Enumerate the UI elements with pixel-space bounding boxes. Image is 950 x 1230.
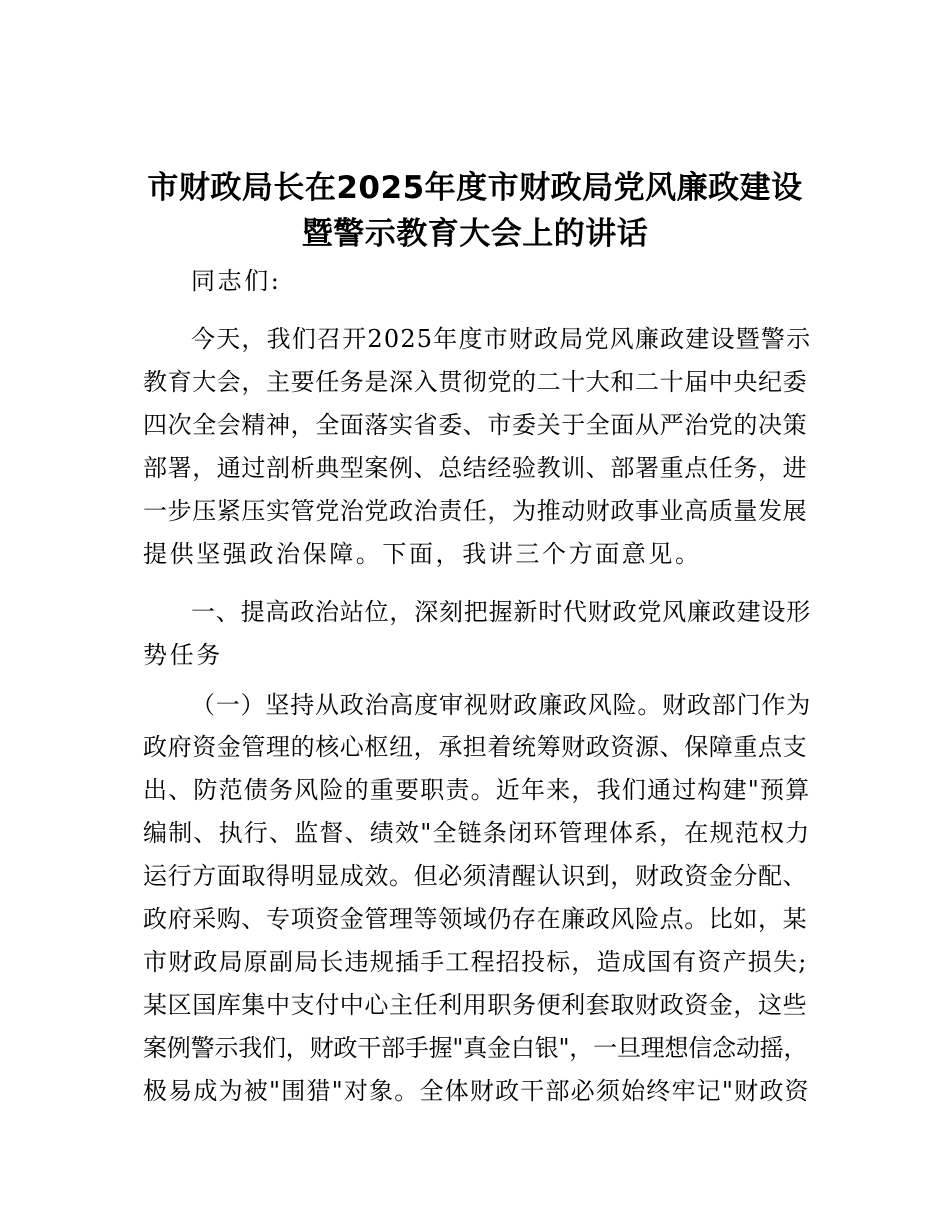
paragraph-line: 教育大会，主要任务是深入贯彻党的二十大和二十届中央纪委 <box>143 368 808 396</box>
document-title-line-1: 市财政局长在2025年度市财政局党风廉政建设 <box>147 170 803 206</box>
paragraph-line: （一）坚持从政治高度审视财政廉政风险。财政部门作为 <box>191 691 811 719</box>
paragraph-line: 今天，我们召开2025年度市财政局党风廉政建设暨警示 <box>191 325 812 353</box>
paragraph-line: 案例警示我们，财政干部手握"真金白银"，一旦理想信念动摇， <box>143 1034 808 1062</box>
document-title-line-2: 暨警示教育大会上的讲话 <box>301 216 649 252</box>
section-heading-line: 势任务 <box>143 641 223 669</box>
paragraph-line: 政府资金管理的核心枢纽，承担着统筹财政资源、保障重点支 <box>143 733 808 761</box>
paragraph-line: 部署，通过剖析典型案例、总结经验教训、部署重点任务，进 <box>143 454 808 482</box>
paragraph-line: 编制、执行、监督、绩效"全链条闭环管理体系，在规范权力 <box>143 819 811 847</box>
paragraph-line: 政府采购、专项资金管理等领域仍存在廉政风险点。比如，某 <box>143 905 808 933</box>
paragraph-line: 市财政局原副局长违规插手工程招投标，造成国有资产损失; <box>143 948 808 976</box>
paragraph-line: 一步压紧压实管党治党政治责任，为推动财政事业高质量发展 <box>143 497 808 525</box>
paragraph-line: 出、防范债务风险的重要职责。近年来，我们通过构建"预算 <box>143 776 811 804</box>
paragraph-line: 极易成为被"围猎"对象。全体财政干部必须始终牢记"财政资 <box>143 1077 810 1105</box>
paragraph-line: 某区国库集中支付中心主任利用职务便利套取财政资金，这些 <box>143 991 808 1019</box>
paragraph-line: 四次全会精神，全面落实省委、市委关于全面从严治党的决策 <box>143 411 808 439</box>
salutation: 同志们: <box>191 267 282 295</box>
section-heading-line: 一、提高政治站位，深刻把握新时代财政党风廉政建设形 <box>191 598 811 626</box>
paragraph-line: 运行方面取得明显成效。但必须清醒认识到，财政资金分配、 <box>143 862 808 890</box>
paragraph-line: 提供坚强政治保障。下面，我讲三个方面意见。 <box>143 540 702 568</box>
